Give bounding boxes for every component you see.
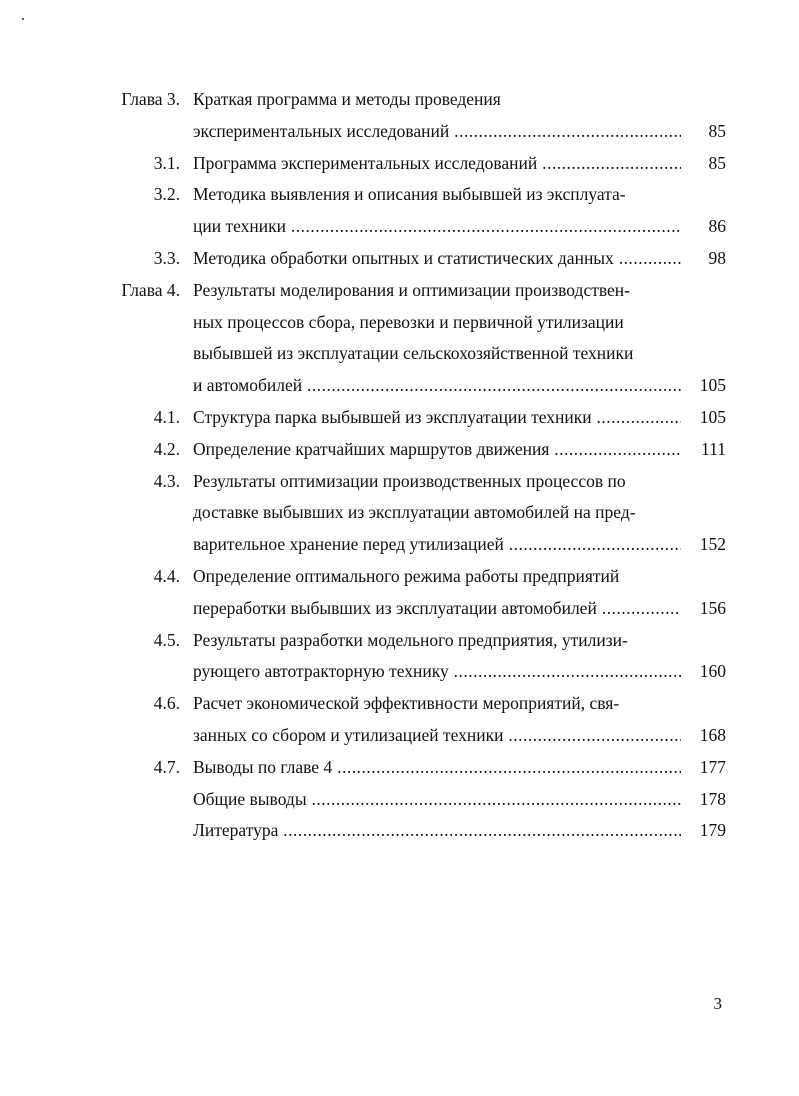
toc-entry-title: Результаты моделирования и оптимизации производствен- xyxy=(193,279,630,300)
toc-page-ref: 105 xyxy=(699,375,726,396)
toc-entry-title: Краткая программа и методы проведения xyxy=(193,89,501,109)
toc-section-number: 3.2. xyxy=(153,184,180,205)
toc-line xyxy=(0,116,799,146)
toc-section-number: 4.1. xyxy=(153,407,180,427)
toc-line xyxy=(0,720,799,750)
toc-section-number: 3.1. xyxy=(153,152,180,173)
toc-line xyxy=(0,625,799,655)
toc-entry-title: Определение оптимального режима работы предприятий xyxy=(193,566,620,586)
toc-entry-title: Результаты разработки модельного предприятия, утилизи- xyxy=(193,629,628,650)
toc-page-ref: 178 xyxy=(699,788,726,809)
toc-line xyxy=(0,243,799,273)
toc-entry-title: Структура парка выбывшей из эксплуатации техники ..... xyxy=(193,402,681,432)
toc-line xyxy=(0,815,799,845)
toc-section-number: Глава 4. xyxy=(121,279,180,300)
toc-line xyxy=(0,338,799,368)
toc-section-number: Глава 3. xyxy=(121,89,180,109)
toc-line xyxy=(0,593,799,623)
toc-line xyxy=(0,370,799,400)
toc-entry-title: Методика выявления и описания выбывшей из эксплуата- xyxy=(193,184,626,205)
toc-line xyxy=(0,688,799,718)
toc-line xyxy=(0,561,799,591)
toc-entry-title: Программа экспериментальных исследований ..... xyxy=(193,148,681,178)
toc-line xyxy=(0,307,799,337)
toc-entry-title: ции техники ..... xyxy=(193,211,681,241)
toc-entry-title: Методика обработки опытных и статистических данных ..... xyxy=(193,243,681,273)
toc-line xyxy=(0,752,799,782)
page-number: 3 xyxy=(713,994,722,1013)
toc-section-number: 4.4. xyxy=(153,566,180,586)
toc-page-ref: 160 xyxy=(699,661,726,682)
toc-entry-title: Литература ..... xyxy=(193,815,681,845)
toc-entry-title: Расчет экономической эффективности мероприятий, свя- xyxy=(193,693,620,714)
toc-line xyxy=(0,529,799,559)
toc-page-ref: 177 xyxy=(699,756,726,777)
toc-section-number: 3.3. xyxy=(153,248,180,268)
toc-page-ref: 179 xyxy=(699,820,726,841)
toc-line xyxy=(0,656,799,686)
toc-page-ref: 86 xyxy=(708,216,726,237)
toc-page-ref: 168 xyxy=(699,725,726,745)
scan-speck xyxy=(22,18,24,20)
toc-entry-title: ных процессов сбора, перевозки и первичной утилизации xyxy=(193,311,624,332)
toc-entry-title: выбывшей из эксплуатации сельскохозяйственной техники xyxy=(193,343,634,364)
toc-line xyxy=(0,179,799,209)
toc-line xyxy=(0,434,799,464)
toc-page-ref: 85 xyxy=(708,152,726,173)
toc-page-ref: 98 xyxy=(708,248,726,268)
toc-page-ref: 111 xyxy=(701,438,726,459)
toc-page-ref: 152 xyxy=(699,534,726,555)
toc-entry-title: экспериментальных исследований ..... xyxy=(193,116,681,146)
toc-entry-title: варительное хранение перед утилизацией ..... xyxy=(193,529,681,559)
toc-entry-title: Выводы по главе 4 ..... xyxy=(193,752,681,782)
toc-entry-title: занных со сбором и утилизацией техники ..... xyxy=(193,720,681,750)
toc-line xyxy=(0,466,799,496)
toc-line xyxy=(0,211,799,241)
toc-line xyxy=(0,497,799,527)
toc-entry-title: Общие выводы ..... xyxy=(193,784,681,814)
toc-line xyxy=(0,784,799,814)
toc-line xyxy=(0,275,799,305)
toc-entry-title: Определение кратчайших маршрутов движения ..... xyxy=(193,434,681,464)
toc-section-number: 4.7. xyxy=(153,756,180,777)
toc-line xyxy=(0,148,799,178)
toc-section-number: 4.6. xyxy=(153,693,180,714)
toc-page-ref: 85 xyxy=(708,120,726,141)
toc-entry-title: рующего автотракторную технику ..... xyxy=(193,656,681,686)
toc-entry-title: и автомобилей ..... xyxy=(193,370,681,400)
toc-line xyxy=(0,402,799,432)
toc-entry-title: переработки выбывших из эксплуатации автомобилей ..... xyxy=(193,593,681,623)
toc-section-number: 4.2. xyxy=(153,438,180,459)
toc-line xyxy=(0,84,799,114)
toc-entry-title: доставке выбывших из эксплуатации автомобилей на пред- xyxy=(193,502,636,523)
toc-entry-title: Результаты оптимизации производственных процессов по xyxy=(193,470,626,491)
toc-section-number: 4.5. xyxy=(153,629,180,650)
toc-page-ref: 105 xyxy=(699,407,726,427)
toc-section-number: 4.3. xyxy=(153,470,180,491)
toc-page-ref: 156 xyxy=(699,597,726,618)
